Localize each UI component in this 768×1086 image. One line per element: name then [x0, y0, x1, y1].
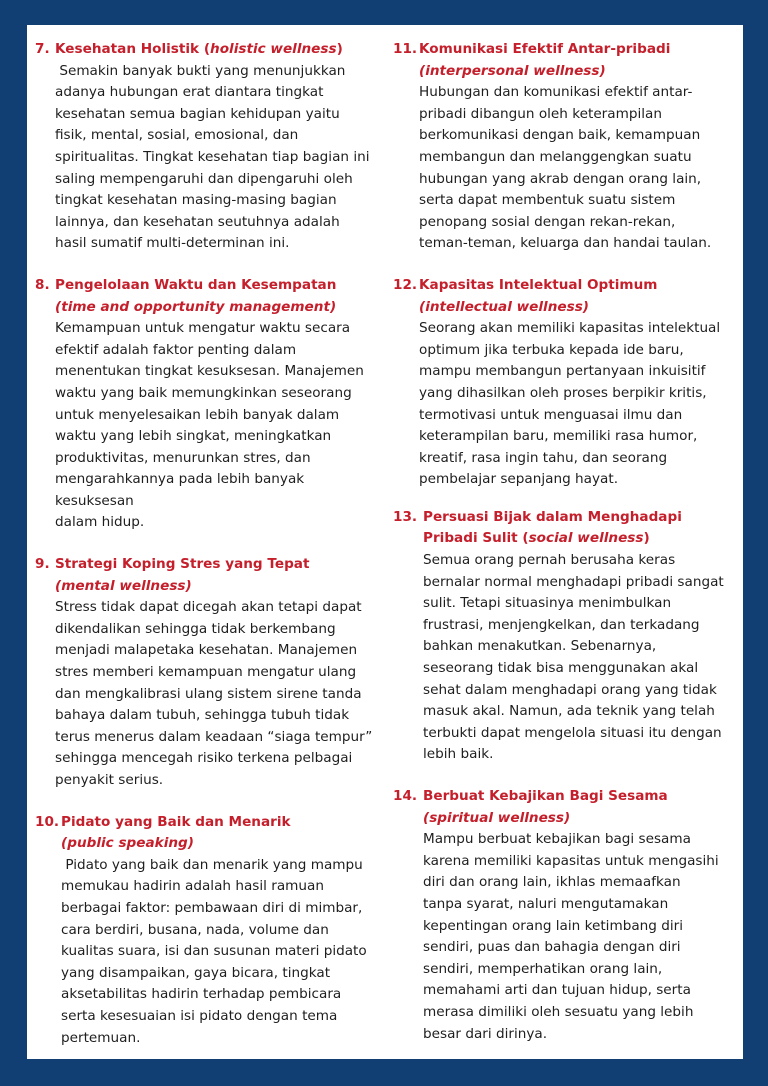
section-subtitle: (mental wellness) — [55, 577, 192, 594]
body-line: untuk menyelesaikan lebih banyak dalam — [55, 406, 340, 423]
body-line: karena memiliki kapasitas untuk mengasihi — [423, 852, 719, 869]
left-column — [35, 39, 379, 1069]
body-line: tingkat kesehatan masing-masing bagian — [55, 192, 337, 209]
body-line: mengarahkannya pada lebih banyak kesuksesan — [55, 471, 305, 509]
body-line: pembelajar sepanjang hayat. — [419, 471, 619, 488]
section-title: Berbuat Kebajikan Bagi Sesama — [423, 788, 668, 804]
body-line: diri dan orang lain, ikhlas memaafkan — [423, 874, 681, 891]
body-line: Semakin banyak bukti yang menunjukkan — [55, 62, 346, 79]
section-heading — [393, 786, 739, 808]
body-line: yang disampaikan, gaya bicara, tingkat — [61, 964, 331, 981]
section-subtitle: social wellness — [528, 530, 644, 547]
body-line: Semua orang pernah berusaha keras — [423, 552, 676, 569]
section-subtitle: (spiritual wellness) — [423, 809, 571, 826]
body-line: dikendalikan sehingga tidak berkembang — [55, 620, 336, 637]
body-line: sendiri, puas dan bahagia dengan diri — [423, 939, 681, 956]
section-heading — [35, 275, 379, 297]
body-line: dalam hidup. — [55, 514, 145, 531]
section-heading — [393, 507, 739, 550]
body-line: menentukan tingkat kesuksesan. Manajemen — [55, 363, 364, 380]
body-line: masuk akal. Namun, ada teknik yang telah — [423, 703, 715, 720]
section-title-close: ) — [336, 41, 343, 57]
section-number: 10. — [35, 813, 60, 830]
body-line: kreatif, rasa ingin tahu, dan seorang — [419, 449, 668, 466]
body-line: kualitas suara, isi dan susunan materi pidato — [61, 943, 367, 960]
body-line: membangun dan melanggengkan suatu — [419, 148, 692, 165]
section-subtitle: (time and opportunity management) — [55, 298, 337, 315]
body-line: sulit. Tetapi situasinya menimbulkan — [423, 595, 672, 612]
section-subtitle: (public speaking) — [61, 835, 194, 852]
body-line: waktu yang lebih singkat, meningkatkan — [55, 428, 332, 445]
section-subtitle: (interpersonal wellness) — [419, 62, 606, 79]
body-line: berkomunikasi dengan baik, kemampuan — [419, 127, 701, 144]
section-number: 14. — [393, 788, 418, 804]
section-8 — [35, 275, 379, 534]
section-title: Pidato yang Baik dan Menarik — [61, 813, 291, 830]
section-number: 7. — [35, 41, 50, 57]
section-number: 13. — [393, 508, 418, 525]
body-line: Kemampuan untuk mengatur waktu secara — [55, 320, 351, 337]
body-line: lainnya, dan kesehatan seutuhnya adalah — [55, 213, 340, 230]
section-title: Strategi Koping Stres yang Tepat — [55, 556, 310, 573]
body-line: lebih baik. — [423, 746, 494, 763]
body-line: kepentingan orang lain ketimbang diri — [423, 917, 683, 934]
body-line: Pidato yang baik dan menarik yang mampu — [61, 856, 363, 873]
body-line: bernalar normal menghadapi pribadi sangat — [423, 573, 724, 590]
body-line: Hubungan dan komunikasi efektif antar- — [419, 84, 693, 101]
section-7 — [35, 39, 379, 255]
body-line: terus menerus dalam keadaan “siaga tempur” — [55, 728, 373, 745]
section-number: 12. — [393, 276, 418, 293]
body-line: penopang sosial dengan rekan-rekan, — [419, 213, 676, 230]
body-line: sehingga mencegah risiko terkena pelbagai — [55, 750, 353, 767]
body-line: frustrasi, menjengkelkan, dan terkadang — [423, 616, 700, 633]
body-line: merasa dimiliki oleh sesuatu yang lebih — [423, 1003, 694, 1020]
section-number: 9. — [35, 556, 50, 573]
body-line: mampu membangun pertanyaan inkuisitif — [419, 363, 706, 380]
body-line: cara berdiri, busana, nada, volume dan — [61, 921, 329, 938]
section-12 — [393, 275, 739, 491]
section-title: Komunikasi Efektif Antar-pribadi — [419, 41, 671, 57]
body-line: spiritualitas. Tingkat kesehatan tiap bagian ini — [55, 148, 370, 165]
section-body — [35, 855, 379, 1049]
body-line: optimum jika terbuka kepada ide baru, — [419, 341, 684, 358]
body-line: sehat dalam menghadapi orang yang tidak — [423, 681, 717, 698]
section-body — [393, 829, 739, 1045]
section-title: Kesehatan Holistik ( — [55, 41, 211, 57]
body-line: produktivitas, menurunkan stres, dan — [55, 449, 311, 466]
section-body — [35, 597, 379, 791]
section-subtitle: holistic wellness — [210, 41, 337, 57]
body-line: Mampu berbuat kebajikan bagi sesama — [423, 831, 691, 848]
section-9 — [35, 554, 379, 792]
section-body — [393, 82, 739, 255]
body-line: tanpa syarat, naluri mengutamakan — [423, 895, 669, 912]
body-line: adanya hubungan erat diantara tingkat — [55, 84, 324, 101]
body-line: stres memberi kemampuan mengatur ulang — [55, 664, 357, 681]
section-body — [393, 550, 739, 766]
section-14 — [393, 786, 739, 1045]
body-line: hasil sumatif multi-determinan ini. — [55, 235, 290, 252]
section-13 — [393, 507, 739, 766]
body-line: pertemuan. — [61, 1029, 141, 1046]
section-subtitle: (intellectual wellness) — [419, 298, 589, 315]
section-body — [35, 318, 379, 534]
section-body — [393, 318, 739, 491]
section-title: Pengelolaan Waktu dan Kesempatan — [55, 276, 337, 293]
section-body — [35, 61, 379, 255]
body-line: bahaya dalam tubuh, sehingga tubuh tidak — [55, 707, 350, 724]
section-heading — [35, 812, 379, 834]
body-line: pribadi dibangun oleh keterampilan — [419, 105, 662, 122]
body-line: penyakit serius. — [55, 772, 164, 788]
body-line: dan mengkalibrasi ulang sistem sirene tanda — [55, 685, 362, 702]
body-line: efektif adalah faktor penting dalam — [55, 341, 297, 358]
body-line: sendiri, memperhatikan orang lain, — [423, 960, 663, 977]
body-line: yang dihasilkan oleh proses berpikir kritis, — [419, 384, 707, 401]
section-heading — [393, 275, 739, 297]
right-column — [393, 39, 739, 1065]
section-10 — [35, 812, 379, 1050]
body-line: keterampilan baru, memiliki rasa humor, — [419, 428, 698, 445]
section-title-close: ) — [643, 530, 650, 547]
body-line: fisik, mental, sosial, emosional, dan — [55, 127, 299, 144]
body-line: serta kesesuaian isi pidato dengan tema — [61, 1007, 338, 1024]
body-line: seseorang tidak bisa menggunakan akal — [423, 660, 699, 677]
body-line: terbukti dapat mengelola situasi itu dengan — [423, 724, 722, 741]
body-line: menjadi malapetaka kesehatan. Manajemen — [55, 642, 358, 659]
body-line: waktu yang baik memungkinkan seseorang — [55, 384, 352, 401]
body-line: berbagai faktor: pembawaan diri di mimbar, — [61, 899, 363, 916]
body-line: bahkan menakutkan. Sebenarnya, — [423, 638, 657, 655]
section-heading — [35, 554, 379, 576]
section-heading — [393, 39, 739, 61]
body-line: memukau hadirin adalah hasil ramuan — [61, 878, 324, 895]
section-number: 8. — [35, 276, 50, 293]
body-line: aksetabilitas hadirin terhadap pembicara — [61, 986, 342, 1003]
body-line: saling mempengaruhi dan dipengaruhi oleh — [55, 170, 353, 187]
section-title: Persuasi Bijak dalam Menghadapi Pribadi Sulit ( — [423, 508, 682, 547]
document-page — [27, 25, 743, 1059]
section-11 — [393, 39, 739, 255]
section-heading — [35, 39, 379, 61]
body-line: memahami arti dan tujuan hidup, serta — [423, 982, 691, 999]
body-line: Seorang akan memiliki kapasitas intelektual — [419, 320, 721, 337]
body-line: teman-teman, keluarga dan handai taulan. — [419, 235, 712, 252]
body-line: kesehatan semua bagian kehidupan yaitu — [55, 105, 340, 122]
section-title: Kapasitas Intelektual Optimum — [419, 276, 658, 293]
body-line: hubungan yang akrab dengan orang lain, — [419, 170, 702, 187]
body-line: serta dapat membentuk suatu sistem — [419, 192, 676, 209]
body-line: Stress tidak dapat dicegah akan tetapi dapat — [55, 599, 362, 616]
body-line: termotivasi untuk menguasai ilmu dan — [419, 406, 683, 423]
body-line: besar dari dirinya. — [423, 1025, 548, 1042]
section-number: 11. — [393, 41, 418, 57]
